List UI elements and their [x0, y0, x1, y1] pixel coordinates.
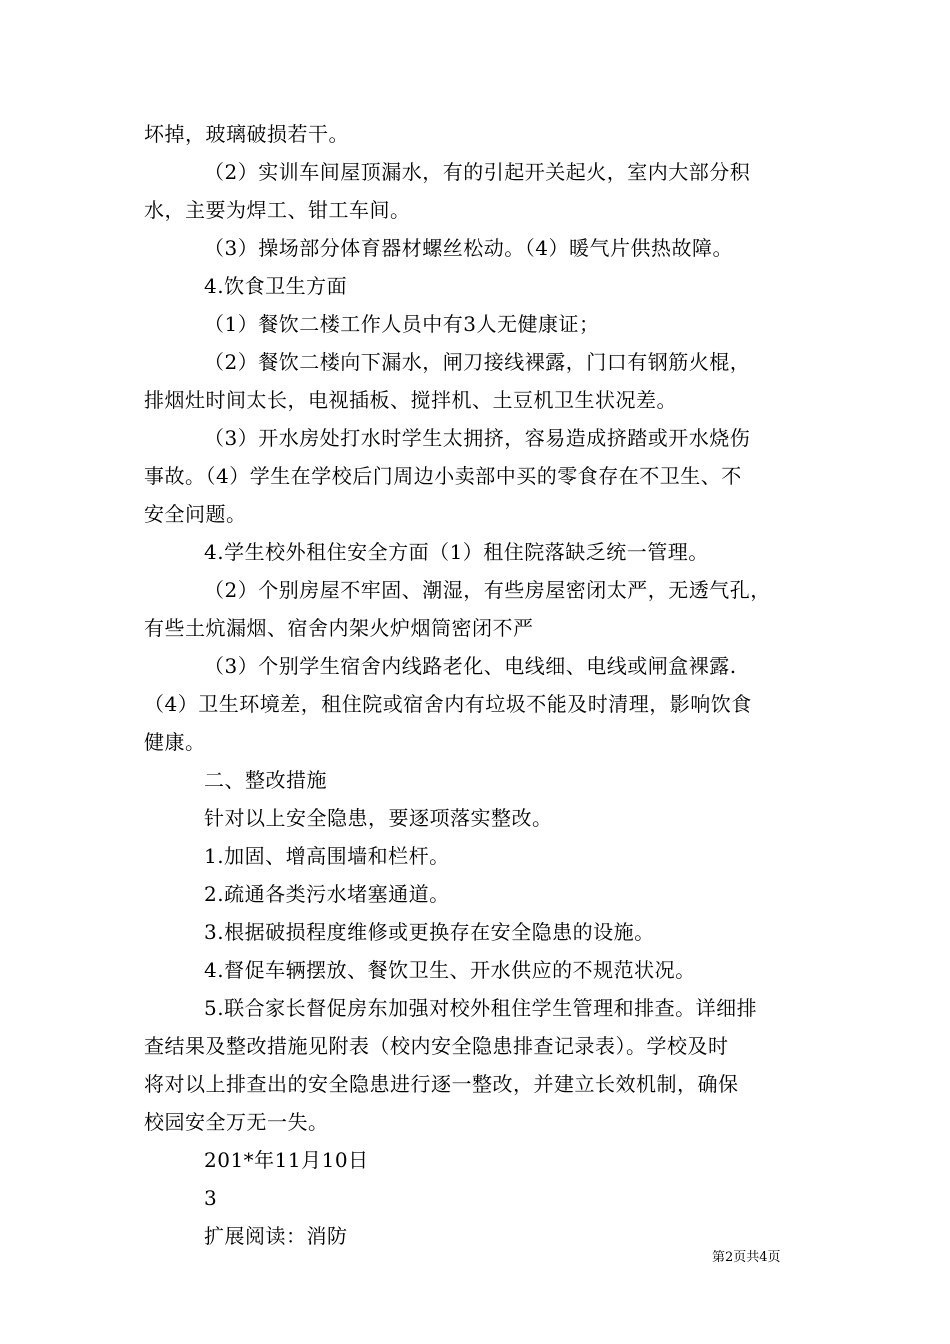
text-line-14: 有些土炕漏烟、宿舍内架火炉烟筒密闭不严 — [144, 616, 534, 640]
text-line-11: 安全问题。 — [144, 502, 247, 526]
text-line-1: 坏掉，玻璃破损若干。 — [144, 122, 349, 146]
text-line-3: 水，主要为焊工、钳工车间。 — [144, 198, 411, 222]
text-line-13: （2）个别房屋不牢固、潮湿，有些房屋密闭太严，无透气孔， — [204, 578, 771, 602]
text-line-7: （2）餐饮二楼向下漏水，闸刀接线裸露，门口有钢筋火棍， — [204, 350, 751, 374]
text-line-4: （3）操场部分体育器材螺丝松动。（4）暖气片供热故障。 — [204, 236, 733, 260]
text-line-9: （3）开水房处打水时学生太拥挤，容易造成挤踏或开水烧伤 — [204, 426, 751, 450]
text-line-25: 查结果及整改措施见附表（校内安全隐患排查记录表）。学校及时 — [144, 1034, 729, 1058]
page-number-inline: 3 — [204, 1186, 218, 1210]
text-line-21: 2.疏通各类污水堵塞通道。 — [204, 882, 450, 906]
text-line-27: 校园安全万无一失。 — [144, 1110, 329, 1134]
text-line-22: 3.根据破损程度维修或更换存在安全隐患的设施。 — [204, 920, 655, 944]
text-line-15: （3）个别学生宿舍内线路老化、电线细、电线或闸盒裸露. — [204, 654, 737, 678]
text-line-12: 4.学生校外租住安全方面（1）租住院落缺乏统一管理。 — [204, 540, 709, 564]
text-line-19: 针对以上安全隐患，要逐项落实整改。 — [204, 806, 553, 830]
text-line-5: 4.饮食卫生方面 — [204, 274, 348, 298]
text-line-16: （4）卫生环境差，租住院或宿舍内有垃圾不能及时清理，影响饮食 — [144, 692, 752, 716]
extended-reading: 扩展阅读：消防 — [204, 1224, 348, 1248]
text-line-24: 5.联合家长督促房东加强对校外租住学生管理和排查。详细排 — [204, 996, 758, 1020]
text-line-10: 事故。（4）学生在学校后门周边小卖部中买的零食存在不卫生、不 — [144, 464, 742, 488]
text-line-26: 将对以上排查出的安全隐患进行逐一整改，并建立长效机制，确保 — [144, 1072, 739, 1096]
document-date: 201*年11月10日 — [204, 1148, 369, 1172]
text-line-8: 排烟灶时间太长，电视插板、搅拌机、土豆机卫生状况差。 — [144, 388, 677, 412]
text-line-17: 健康。 — [144, 730, 206, 754]
page-footer: 第2页共4页 — [712, 1250, 781, 1265]
text-line-20: 1.加固、增高围墙和栏杆。 — [204, 844, 450, 868]
text-line-23: 4.督促车辆摆放、餐饮卫生、开水供应的不规范状况。 — [204, 958, 696, 982]
text-line-6: （1）餐饮二楼工作人员中有3人无健康证； — [204, 312, 600, 336]
section-heading: 二、整改措施 — [204, 768, 327, 792]
text-line-2: （2）实训车间屋顶漏水，有的引起开关起火，室内大部分积 — [204, 160, 751, 184]
